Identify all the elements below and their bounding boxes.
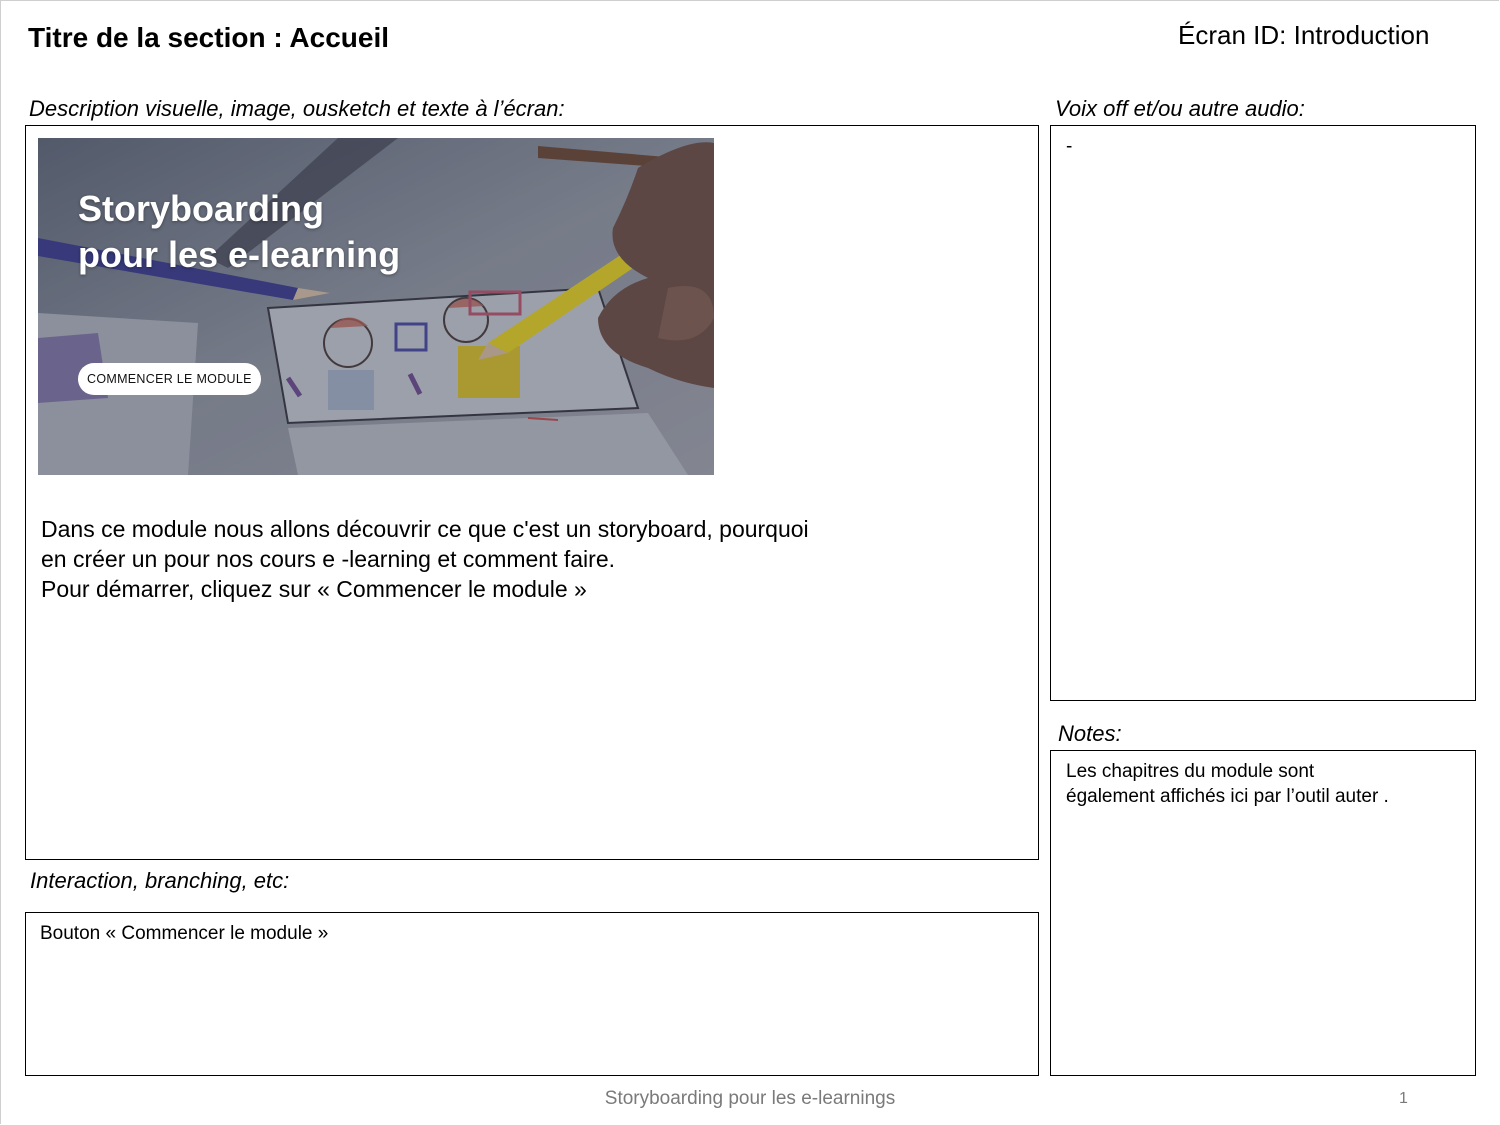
description-line-3: Pour démarrer, cliquez sur « Commencer le module » [41, 576, 587, 602]
notes-label: Notes: [1058, 721, 1122, 746]
audio-content: - [1066, 136, 1073, 157]
interaction-content: Bouton « Commencer le module » [40, 923, 329, 944]
audio-box [1050, 125, 1476, 701]
notes-line-1: Les chapitres du module sont [1066, 761, 1315, 782]
hero-title-line-1: Storyboarding [78, 188, 325, 229]
description-text [41, 514, 809, 604]
description-line-2: en créer un pour nos cours e -learning et comment faire. [41, 546, 616, 572]
notes-line-2: également affichés ici par l’outil auter . [1066, 786, 1389, 807]
start-module-button[interactable]: COMMENCER LE MODULE [78, 363, 261, 395]
interaction-label: Interaction, branching, etc: [30, 868, 290, 893]
notes-content [1066, 759, 1389, 809]
notes-box [1050, 750, 1476, 1076]
visual-description-box [25, 125, 1039, 860]
screen-id: Écran ID: Introduction [1178, 20, 1430, 50]
footer-title: Storyboarding pour les e-learnings [604, 1088, 896, 1109]
section-title: Titre de la section : Accueil [28, 22, 390, 53]
interaction-box [25, 912, 1039, 1076]
description-line-1: Dans ce module nous allons découvrir ce que c'est un storyboard, pourquoi [41, 516, 809, 542]
hero-title-line-2: pour les e-learning [78, 234, 401, 275]
hero-image [38, 138, 714, 475]
visual-description-label: Description visuelle, image, ousketch et texte à l’écran: [29, 96, 565, 121]
audio-label: Voix off et/ou autre audio: [1055, 96, 1305, 121]
hero-title [78, 186, 400, 278]
page-number: 1 [1399, 1090, 1408, 1107]
